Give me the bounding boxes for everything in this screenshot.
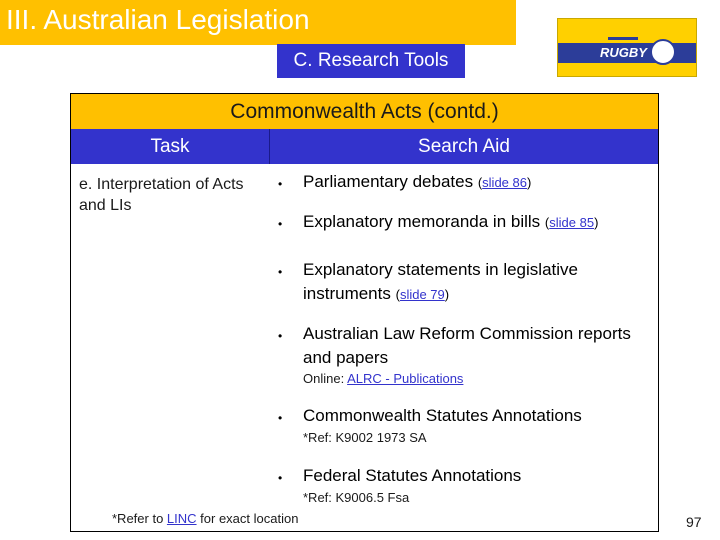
- section-subtitle: C. Research Tools: [277, 44, 465, 78]
- list-item-commonwealth-statutes-annotations: [303, 404, 582, 428]
- slide-link[interactable]: slide 85: [549, 215, 595, 230]
- bullet-icon: •: [278, 471, 283, 485]
- column-header-task: Task: [71, 129, 270, 164]
- column-header-search-aid: Search Aid: [418, 136, 510, 157]
- slide-link[interactable]: slide 86: [482, 175, 527, 190]
- slide-reference: (slide 85): [544, 215, 599, 230]
- slide-reference: (slide 86): [477, 175, 532, 190]
- list-item-text: Explanatory memoranda in bills: [303, 212, 541, 231]
- list-item-explanatory-memoranda: [303, 210, 598, 235]
- bullet-icon: •: [278, 411, 283, 425]
- table-heading: Commonwealth Acts (contd.): [71, 94, 658, 129]
- list-item-text: Australian Law Reform Commission reports: [303, 324, 631, 343]
- alrc-publications-link[interactable]: ALRC - Publications: [347, 371, 464, 386]
- bullet-icon: •: [278, 217, 283, 231]
- page-number: 97: [686, 514, 702, 530]
- logo-wordmark: RUGBY: [600, 45, 647, 60]
- bullet-icon: •: [278, 177, 283, 191]
- online-note: Online: ALRC - Publications: [303, 371, 464, 386]
- list-item-text: Commonwealth Statutes Annotations: [303, 406, 582, 425]
- task-cell: e. Interpretation of Acts and LIs: [79, 176, 244, 214]
- list-item-alrc-reports: [303, 322, 631, 370]
- table-column-headers: [71, 129, 658, 164]
- list-item-text: Explanatory statements in legislative: [303, 260, 578, 279]
- search-aid-table: [70, 93, 659, 532]
- title-bar: [0, 0, 516, 45]
- list-item-text: Federal Statutes Annotations: [303, 466, 522, 485]
- call-number-note: *Ref: K9006.5 Fsa: [303, 490, 410, 505]
- list-item-parliamentary-debates: [303, 170, 531, 195]
- list-item-text: and papers: [303, 348, 389, 367]
- list-item-text: Parliamentary debates: [303, 172, 474, 191]
- rugby-ball-icon: [650, 39, 676, 65]
- list-item-explanatory-statements: [303, 258, 578, 307]
- bullet-icon: •: [278, 329, 283, 343]
- bullet-icon: •: [278, 265, 283, 279]
- linc-link[interactable]: LINC: [166, 511, 197, 526]
- call-number-note: *Ref: K9002 1973 SA: [303, 430, 427, 445]
- rugby-logo: [557, 18, 697, 77]
- slide-link[interactable]: slide 79: [399, 287, 445, 302]
- list-item-federal-statutes-annotations: [303, 464, 521, 488]
- logo-tagline-bar: [608, 37, 638, 40]
- footnote: *Refer to LINC for exact location: [112, 511, 299, 526]
- slide-title: III. Australian Legislation: [6, 4, 310, 35]
- slide-reference: (slide 79): [395, 287, 450, 302]
- list-item-text: instruments: [303, 284, 391, 303]
